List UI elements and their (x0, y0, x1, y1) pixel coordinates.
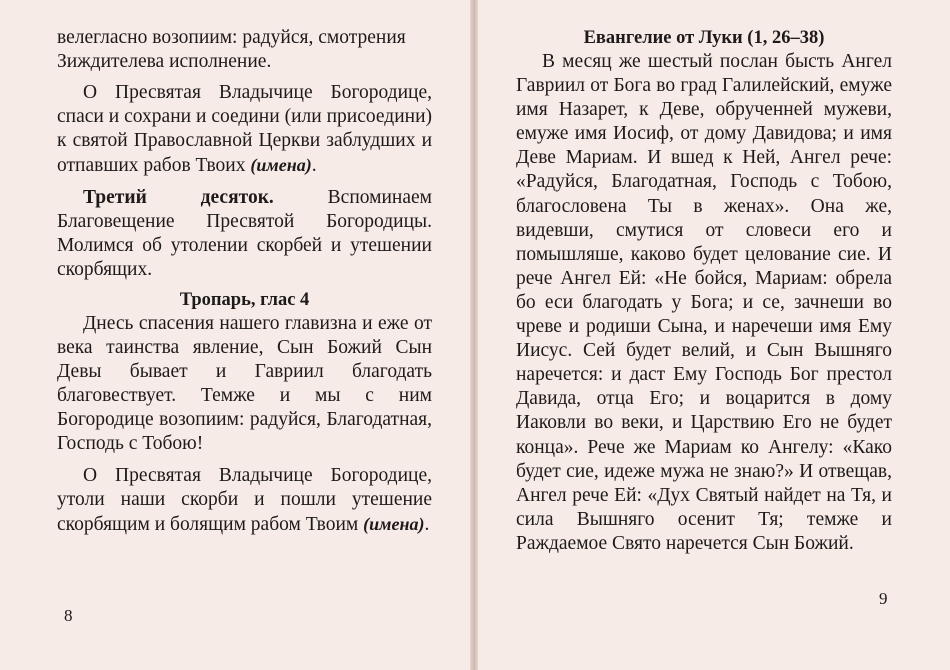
page-number: 9 (879, 589, 888, 608)
continued-line-1: велегласно возопиим: радуйся, смотрения (57, 27, 406, 48)
troparion-text: Днесь спасения нашего главизна и еже от века таинства явление, Сын Божий Сын Девы бывает и Гавриил благодать благовествует. Темже и мы с ним Богородице возопиим: радуйся, Благодатная, Господь с Тобою! (57, 312, 432, 455)
prayer-paragraph-1: О Пресвятая Владычице Богородице, спаси и сохрани и соедини (или присоедини) к святой Православной Церкви заблудших и отпавших рабов Твоих (имена). (57, 82, 432, 177)
left-page (0, 0, 472, 670)
decade-title: Третий десяток. (83, 186, 274, 208)
troparion-heading: Тропарь, глас 4 (179, 289, 310, 310)
prayer-2-text: О Пресвятая Владычице Богородице, утоли наши скорби и пошли утешение скорбящим и болящим рабом Твоим (57, 464, 432, 535)
continued-line-2: Зиждителева исполнение. (57, 51, 272, 73)
gospel-heading: Евангелие от Луки (1, 26–38) (583, 28, 825, 48)
decade-text: Вспоминаем Благовещение Пресвятой Богородицы. Молимся об утолении скорбей и утешении скорбящих. (57, 186, 432, 280)
continued-text (57, 26, 432, 74)
prayer-paragraph-2: О Пресвятая Владычице Богородице, утоли наши скорби и пошли утешение скорбящим и болящим рабом Твоим (имена). (57, 464, 432, 535)
names-note: (имена) (363, 513, 425, 534)
right-page-text (516, 26, 892, 556)
gospel-text: В месяц же шестый послан бысть Ангел Гавриил от Бога во град Галилейский, емуже имя Назарет, к Деве, обрученней мужеви, емуже имя Иосиф, от дому Давидова; и имя Деве Мариам. И вшед к Ней, Ангел рече: «Радуйся, Благодатная, Господь с Тобою, благословена Ты в женах». Она же, видевши, смутися от словеси его и помышляше, каково будет целование сие. И рече Ангел Ей: «Не бойся, Мариам: обрела бо еси благодать у Бога; и се, зачнеши во чреве и родиши Сына, и наречеши имя Ему Иисус. Сей будет велий, и Сын Вышняго наречется: и даст Ему Господь Бог престол Давида, отца Его; и воцарится в дому Иаковли во веки, и Царствию Его не будет конца». Рече же Мариам ко Ангелу: «Како будет сие, идеже мужа не знаю?» И отвещав, Ангел рече Ей: «Дух Святый найдет на Тя, и сила Вышняго осенит Тя; темже и Раждаемое Свято наречется Сын Божий. (516, 51, 892, 554)
decade-paragraph (57, 186, 432, 282)
left-page-text (57, 26, 432, 537)
names-note: (имена) (250, 155, 312, 176)
prayer-1-text: О Пресвятая Владычице Богородице, спаси и сохрани и соедини (или присоедини) к святой Православной Церкви заблудших и отпавших рабов Твоих (57, 82, 432, 177)
page-number: 8 (64, 606, 73, 625)
right-page (478, 0, 950, 670)
